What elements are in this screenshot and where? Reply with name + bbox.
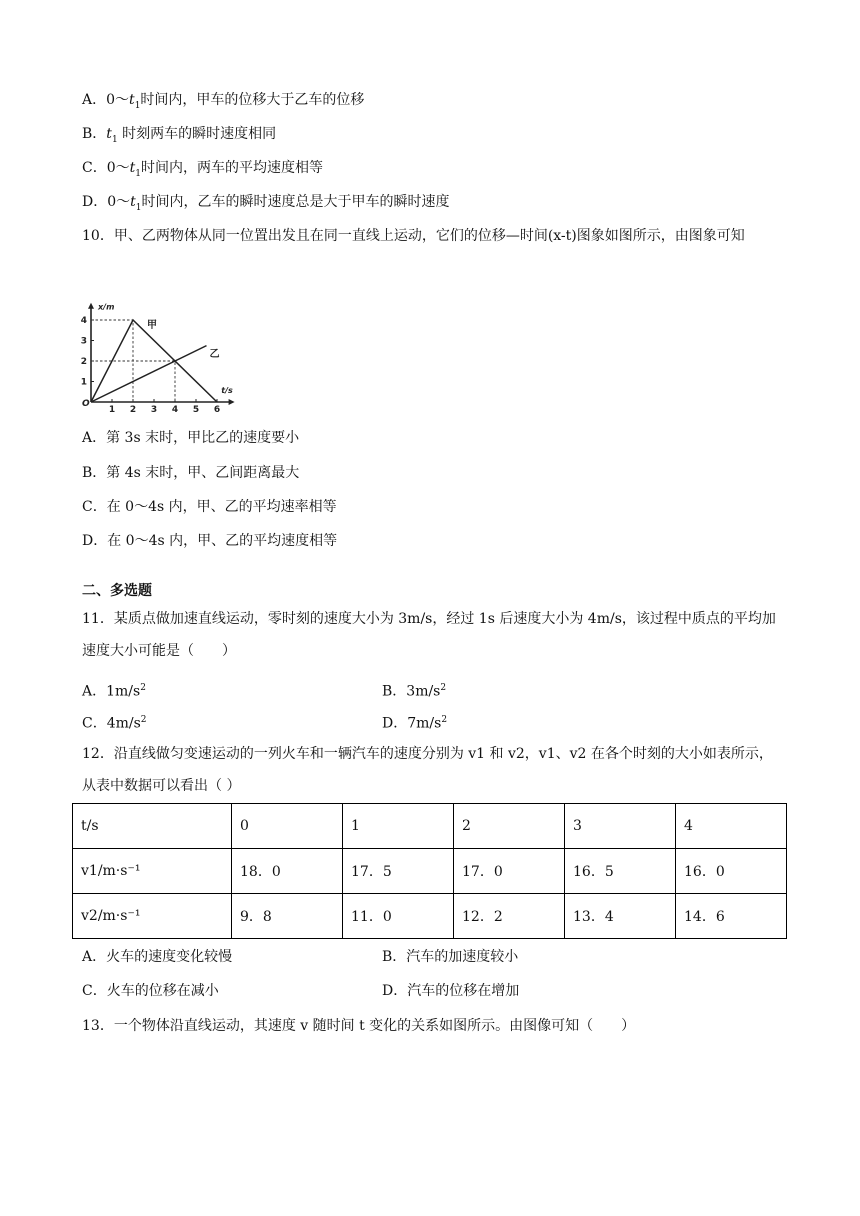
q11-stem: 11．某质点做加速直线运动，零时刻的速度大小为 3m/s，经过 1s 后速度大小为 4m/s，该过程中质点的平均加速度大小可能是（ ） [82,611,776,659]
q9-option-c [82,158,323,184]
q12-stem: 12．沿直线做匀变速运动的一列火车和一辆汽车的速度分别为 v1 和 v2，v1、v2 在各个时刻的大小如表所示，从表中数据可以看出（ ） [82,746,773,794]
q13-stem: 13．一个物体沿直线运动，其速度 v 随时间 t 变化的关系如图所示。由图像可知（ ） [82,1018,636,1034]
option-text: 时间内，甲车的位移大于乙车的位移 [140,92,365,108]
series-label: 甲 [147,320,157,332]
table-cell: 18．0 [232,849,343,894]
superscript: 2 [441,715,448,725]
option-letter: C． [82,160,107,176]
table-row [73,849,787,894]
table-cell: 1 [343,804,454,849]
x-tick-label: 6 [213,405,221,414]
q10-option-c: C．在 0～4s 内，甲、乙的平均速率相等 [82,499,337,515]
x-tick-label: 5 [192,405,200,414]
option-letter: A． [82,92,107,108]
table-cell: 14．6 [676,894,787,939]
option-text: A．1m/s [82,683,141,700]
option-letter: D． [82,194,108,210]
variable-t: t [129,92,135,108]
section-title: 二、多选题 [82,583,152,599]
table-cell: 12．2 [454,894,565,939]
superscript: 2 [140,715,147,725]
option-letter: B． [82,126,107,142]
y-tick-label: 3 [80,336,87,347]
subscript: 1 [135,202,142,213]
y-axis-arrow [88,303,94,309]
option-text: 0～ [107,194,131,210]
q12-option-a: A．火车的速度变化较慢 [82,949,233,965]
x-tick-label: 1 [108,405,116,414]
q10-option-d: D．在 0～4s 内，甲、乙的平均速度相等 [82,533,338,549]
option-text: B．3m/s [382,683,441,700]
q11-option-b [382,678,446,702]
table-cell: 4 [676,804,787,849]
superscript: 2 [440,683,447,693]
option-text: C．4m/s [82,715,141,732]
table-cell: 3 [565,804,676,849]
q12-velocity-table [72,803,787,939]
x-axis-label: t/s [221,386,233,395]
table-cell: t/s [73,804,232,849]
q12-option-b: B．汽车的加速度较小 [382,949,519,965]
option-text: 0～ [106,160,130,176]
q11-option-d [382,710,447,734]
q10-stem: 10．甲、乙两物体从同一位置出发且在同一直线上运动，它们的位移—时间(x-t)图象如图所示，由图象可知 [82,228,745,244]
y-tick-label: 1 [80,377,87,388]
q10-xt-graph [76,286,256,414]
table-cell: 17．5 [343,849,454,894]
option-text: 时刻两车的瞬时速度相同 [117,126,277,142]
subscript: 1 [134,100,141,111]
table-cell: v2/m·s⁻¹ [73,894,232,939]
table-cell: 13．4 [565,894,676,939]
option-text: D．7m/s [382,715,442,732]
x-tick-label: 2 [129,405,137,414]
option-text: 0～ [106,92,130,108]
series-label: 乙 [209,348,220,360]
table-cell: v1/m·s⁻¹ [73,849,232,894]
table-cell: 0 [232,804,343,849]
table-cell: 11．0 [343,894,454,939]
q9-option-a [82,90,364,116]
table-cell: 9．8 [232,894,343,939]
table-cell: 16．0 [676,849,787,894]
variable-t: t [106,126,112,142]
x-tick-label: 4 [171,405,179,414]
option-text: 时间内，两车的平均速度相等 [141,160,324,176]
y-axis-label: x/m [98,302,115,312]
q9-option-d [82,192,450,218]
q9-option-b [82,124,276,150]
table-cell: 2 [454,804,565,849]
table-cell: 17．0 [454,849,565,894]
variable-t: t [129,160,136,176]
origin-label: O [82,399,90,409]
q12-option-c: C．火车的位移在减小 [82,983,219,999]
table-row [73,804,787,849]
option-text: 时间内，乙车的瞬时速度总是大于甲车的瞬时速度 [141,194,450,210]
q11-option-c [82,710,147,734]
subscript: 1 [111,134,118,145]
x-tick-label: 3 [150,405,158,414]
table-row [73,894,787,939]
x-axis-arrow [229,399,235,405]
y-tick-label: 2 [80,357,87,367]
table-cell: 16．5 [565,849,676,894]
subscript: 1 [135,168,142,179]
q12-option-d: D．汽车的位移在增加 [382,983,520,999]
q10-option-a: A．第 3s 末时，甲比乙的速度要小 [82,430,300,446]
q10-option-b: B．第 4s 末时，甲、乙间距离最大 [82,465,300,481]
q11-option-a [82,678,146,702]
y-tick-label: 4 [80,316,87,326]
variable-t: t [130,194,136,210]
superscript: 2 [140,683,146,693]
